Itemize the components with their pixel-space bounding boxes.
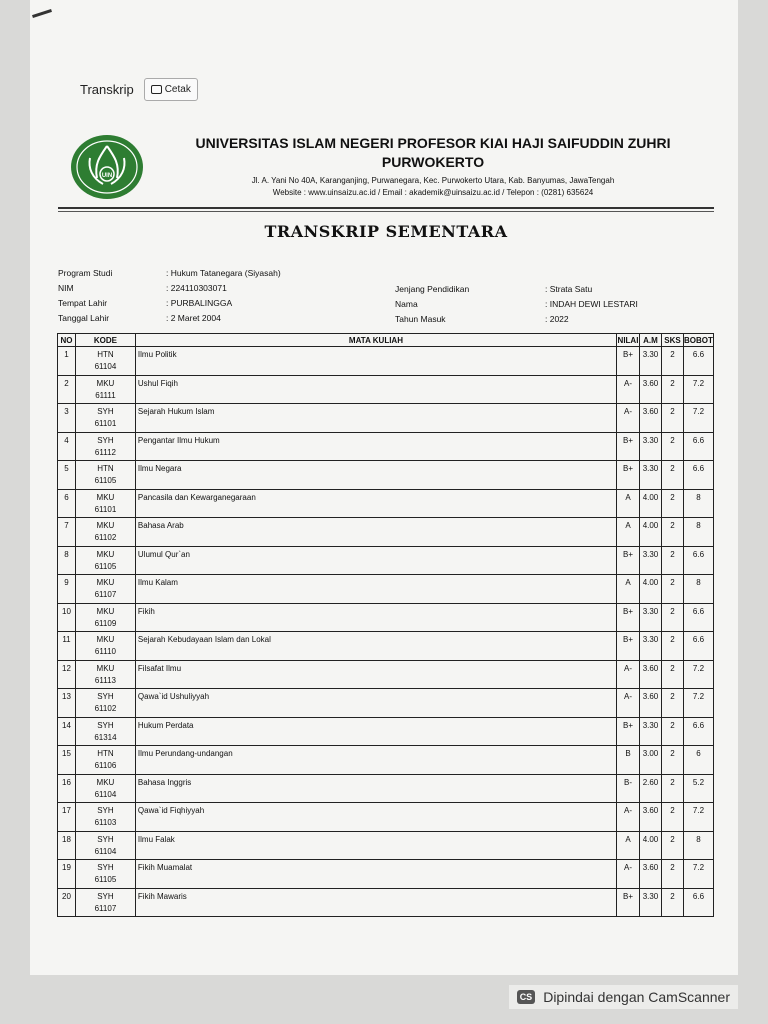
row-mata-kuliah: Bahasa Arab [135,518,616,547]
kode-prefix: MKU [96,378,115,388]
row-am: 4.00 [639,489,661,518]
row-mata-kuliah: Filsafat Ilmu [135,660,616,689]
header-mata-kuliah: MATA KULIAH [135,334,616,347]
kode-number: 61103 [94,818,117,827]
page-label: Transkrip [80,82,134,97]
kode-number: 61105 [94,561,117,571]
header-divider-thin [58,211,714,212]
row-no: 8 [58,546,76,575]
row-nilai: B+ [617,888,640,917]
row-nilai: B [617,746,640,775]
kode-number: 61104 [94,362,117,371]
kode-prefix: HTN [97,350,114,359]
row-sks: 2 [661,774,683,803]
kode-number: 61107 [94,903,117,913]
table-row [58,660,714,689]
kode-prefix: SYH [97,806,114,815]
row-am: 3.30 [639,632,661,661]
kode-number: 61111 [95,390,116,400]
kode-prefix: MKU [96,521,115,530]
row-sks: 2 [661,404,683,433]
row-no: 12 [58,660,76,689]
row-no: 19 [58,860,76,889]
table-row [58,432,714,461]
info-row-name [395,297,638,312]
row-kode [75,632,135,661]
row-nilai: B+ [617,461,640,490]
info-row-birthplace [58,296,281,311]
row-kode [75,717,135,746]
row-bobot: 7.2 [683,860,713,889]
info-value: : 2022 [545,314,569,324]
row-bobot: 7.2 [683,689,713,718]
row-bobot: 8 [683,518,713,547]
row-sks: 2 [661,888,683,917]
kode-number: 61104 [94,789,117,799]
row-no: 1 [58,347,76,376]
row-sks: 2 [661,546,683,575]
table-row [58,518,714,547]
row-no: 9 [58,575,76,604]
kode-prefix: MKU [96,606,115,616]
row-mata-kuliah: Qawa`id Ushuliyyah [135,689,616,718]
row-mata-kuliah: Fikih [135,603,616,632]
row-am: 3.60 [639,375,661,404]
row-sks: 2 [661,660,683,689]
info-label: Tanggal Lahir [58,313,110,323]
transcript-table [57,333,714,917]
table-row [58,489,714,518]
row-mata-kuliah: Sejarah Kebudayaan Islam dan Lokal [135,632,616,661]
table-row [58,860,714,889]
document-title: TRANSKRIP SEMENTARA [264,222,508,241]
row-no: 13 [58,689,76,718]
info-label: Tahun Masuk [395,314,446,324]
row-no: 11 [58,632,76,661]
student-info-right [395,282,638,327]
row-nilai: B+ [617,546,640,575]
row-mata-kuliah: Fikih Mawaris [135,888,616,917]
kode-number: 61112 [94,447,116,457]
kode-number: 61102 [94,533,117,542]
row-kode [75,347,135,376]
row-mata-kuliah: Fikih Muamalat [135,860,616,889]
student-info-left [58,266,281,326]
kode-number: 61106 [94,761,117,770]
university-address [150,175,716,199]
row-sks: 2 [661,831,683,860]
kode-prefix: MKU [96,663,115,673]
row-mata-kuliah: Ilmu Politik [135,347,616,376]
row-sks: 2 [661,432,683,461]
row-sks: 2 [661,461,683,490]
kode-number: 61113 [94,675,116,685]
header-nilai: NILAI [617,335,639,345]
kode-prefix: MKU [96,492,115,502]
row-am: 3.30 [639,717,661,746]
university-name-line2: PURWOKERTO [381,154,485,170]
kode-number: 61107 [94,590,117,599]
row-am: 3.00 [639,746,661,775]
row-kode [75,432,135,461]
row-am: 3.30 [639,461,661,490]
row-kode [75,518,135,547]
row-bobot: 6.6 [683,347,713,376]
kode-number: 61102 [94,704,117,713]
row-am: 3.60 [639,404,661,433]
row-am: 3.60 [639,689,661,718]
row-mata-kuliah: Ilmu Negara [135,461,616,490]
row-kode [75,461,135,490]
row-sks: 2 [661,375,683,404]
row-kode [75,831,135,860]
kode-number: 61101 [94,419,117,428]
row-bobot: 6.6 [683,432,713,461]
camscanner-text: Dipindai dengan CamScanner [543,989,730,1005]
info-label: Jenjang Pendidikan [395,284,470,294]
table-row [58,774,714,803]
table-row [58,404,714,433]
table-row [58,689,714,718]
row-sks: 2 [661,518,683,547]
row-bobot: 6.6 [683,632,713,661]
page-toolbar [80,78,198,101]
row-no: 2 [58,375,76,404]
row-nilai: A- [617,404,640,433]
row-am: 2.60 [639,774,661,803]
info-row-level [395,282,638,297]
row-bobot: 5.2 [683,774,713,803]
row-mata-kuliah: Sejarah Hukum Islam [135,404,616,433]
row-nilai: B+ [617,717,640,746]
row-sks: 2 [661,803,683,832]
row-am: 3.60 [639,803,661,832]
table-row [58,461,714,490]
table-row [58,347,714,376]
info-value: : INDAH DEWI LESTARI [545,299,638,309]
info-value: : Strata Satu [545,284,593,294]
row-mata-kuliah: Ilmu Kalam [135,575,616,604]
info-row-program [58,266,281,281]
row-no: 3 [58,404,76,433]
row-mata-kuliah: Hukum Perdata [135,717,616,746]
table-row [58,375,714,404]
info-label: Nama [395,299,418,309]
row-bobot: 6.6 [683,717,713,746]
camscanner-logo: CS [517,990,536,1004]
row-no: 20 [58,888,76,917]
row-sks: 2 [661,489,683,518]
table-header-row [58,334,714,347]
row-am: 4.00 [639,575,661,604]
header-am: A.M [639,334,661,347]
row-nilai: B+ [617,432,640,461]
row-mata-kuliah: Pancasila dan Kewarganegaraan [135,489,616,518]
row-nilai: A- [617,375,640,404]
info-label: Tempat Lahir [58,298,108,308]
row-nilai: B+ [617,347,640,376]
row-kode [75,375,135,404]
info-row-nim [58,281,281,296]
row-sks: 2 [661,717,683,746]
kode-number: 61105 [94,476,117,485]
row-no: 5 [58,461,76,490]
row-nilai: A [617,489,640,518]
row-sks: 2 [661,347,683,376]
row-kode [75,860,135,889]
kode-prefix: MKU [96,578,115,587]
row-no: 14 [58,717,76,746]
row-mata-kuliah: Ulumul Qur`an [135,546,616,575]
university-name-line1: UNIVERSITAS ISLAM NEGERI PROFESOR KIAI HAJI SAIFUDDIN ZUHRI [195,135,671,151]
kode-prefix: SYH [97,891,114,901]
row-am: 3.30 [639,888,661,917]
kode-prefix: SYH [97,692,114,701]
table-row [58,546,714,575]
row-sks: 2 [661,632,683,661]
table-row [58,717,714,746]
row-kode [75,888,135,917]
row-am: 3.60 [639,860,661,889]
university-logo [70,134,144,200]
row-kode [75,404,135,433]
header-bobot: BOBOT [684,335,713,345]
row-bobot: 7.2 [683,803,713,832]
row-nilai: A- [617,803,640,832]
table-row [58,831,714,860]
row-am: 3.30 [639,546,661,575]
header-no: NO [58,334,76,347]
row-mata-kuliah: Bahasa Inggris [135,774,616,803]
row-kode [75,746,135,775]
row-no: 4 [58,432,76,461]
info-value: : Hukum Tatanegara (Siyasah) [166,268,281,278]
row-am: 3.30 [639,432,661,461]
row-nilai: B+ [617,632,640,661]
row-bobot: 6.6 [683,461,713,490]
row-bobot: 6.6 [683,603,713,632]
header-sks: SKS [661,334,683,347]
university-name [150,134,716,172]
row-kode [75,803,135,832]
row-no: 18 [58,831,76,860]
table-row [58,888,714,917]
row-nilai: B+ [617,603,640,632]
kode-prefix: MKU [96,777,115,787]
row-kode [75,546,135,575]
row-no: 6 [58,489,76,518]
table-row [58,746,714,775]
row-am: 3.30 [639,603,661,632]
kode-number: 61110 [94,647,116,656]
row-bobot: 6.6 [683,888,713,917]
info-row-year [395,312,638,327]
row-am: 4.00 [639,518,661,547]
row-mata-kuliah: Ilmu Perundang-undangan [135,746,616,775]
row-nilai: A [617,575,640,604]
kode-prefix: SYH [97,834,114,844]
kode-number: 61105 [94,875,117,884]
row-no: 16 [58,774,76,803]
row-sks: 2 [661,689,683,718]
row-sks: 2 [661,860,683,889]
row-am: 3.60 [639,660,661,689]
print-button-label: Cetak [164,84,191,95]
row-am: 4.00 [639,831,661,860]
kode-prefix: SYH [97,407,114,416]
row-mata-kuliah: Ushul Fiqih [135,375,616,404]
row-sks: 2 [661,603,683,632]
header-kode: KODE [75,334,135,347]
address-line: Jl. A. Yani No 40A, Karanganjing, Purwanegara, Kec. Purwokerto Utara, Kab. Banyumas, JawaTengah [251,176,615,185]
row-kode [75,603,135,632]
row-mata-kuliah: Ilmu Falak [135,831,616,860]
row-kode [75,489,135,518]
print-button[interactable] [144,78,198,101]
row-nilai: A [617,831,640,860]
info-label: NIM [58,283,74,293]
row-nilai: A- [617,860,640,889]
row-kode [75,575,135,604]
row-no: 7 [58,518,76,547]
row-bobot: 8 [683,489,713,518]
row-no: 15 [58,746,76,775]
kode-number: 61109 [94,618,117,628]
row-nilai: A- [617,660,640,689]
row-nilai: A- [617,689,640,718]
row-mata-kuliah: Pengantar Ilmu Hukum [135,432,616,461]
printer-icon [151,85,162,94]
table-row [58,632,714,661]
info-value: : PURBALINGGA [166,298,233,308]
kode-prefix: MKU [96,635,115,644]
contact-line: Website : www.uinsaizu.ac.id / Email : akademik@uinsaizu.ac.id / Telepon : (0281) 635624 [272,188,594,197]
kode-number: 61314 [94,732,117,742]
row-bobot: 8 [683,831,713,860]
row-kode [75,689,135,718]
row-bobot: 7.2 [683,660,713,689]
table-row [58,575,714,604]
row-bobot: 6 [683,746,713,775]
kode-prefix: HTN [97,749,114,758]
row-mata-kuliah: Qawa`id Fiqhiyyah [135,803,616,832]
info-value: : 2 Maret 2004 [166,313,221,323]
kode-prefix: HTN [97,464,114,473]
kode-prefix: SYH [97,720,114,730]
table-row [58,803,714,832]
row-bobot: 7.2 [683,375,713,404]
row-nilai: B- [617,774,640,803]
info-label: Program Studi [58,268,113,278]
kode-prefix: SYH [97,435,114,445]
row-no: 10 [58,603,76,632]
row-am: 3.30 [639,347,661,376]
info-row-birthdate [58,311,281,326]
row-bobot: 7.2 [683,404,713,433]
row-sks: 2 [661,575,683,604]
table-row [58,603,714,632]
kode-number: 61104 [94,846,117,856]
logo-lettering: UIN [101,173,113,179]
row-kode [75,660,135,689]
kode-prefix: SYH [97,863,114,872]
row-nilai: A [617,518,640,547]
row-bobot: 8 [683,575,713,604]
kode-prefix: MKU [96,549,115,559]
camscanner-watermark [509,985,738,1009]
row-no: 17 [58,803,76,832]
row-bobot: 6.6 [683,546,713,575]
row-kode [75,774,135,803]
info-value: : 224110303071 [166,283,227,293]
header-divider [58,207,714,209]
row-sks: 2 [661,746,683,775]
kode-number: 61101 [94,504,117,514]
